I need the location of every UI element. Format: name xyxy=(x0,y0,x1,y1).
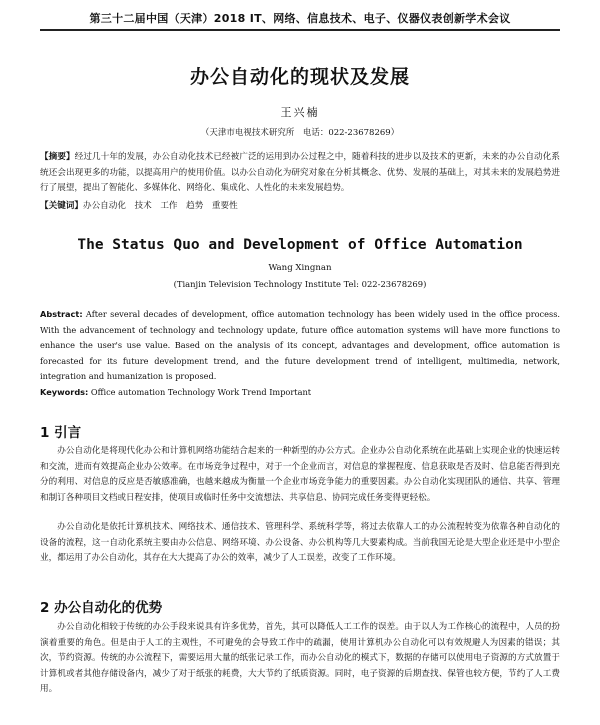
affiliation-cn: （天津市电视技术研究所 电话：022-23678269） xyxy=(200,128,400,138)
section-2-paragraph-1: 办公自动化相较于传统的办公手段来说具有许多优势，首先，其可以降低人工工作的误差。由于以人为工作核心的流程中，人员的扮演着重要的角色。但是由于人工的主观性，不可避免的会导致工作中的疏漏，使用计算机办公自动化可以有效规避人为因素的错误；其次，节约资源。传统的办公流程下，需要运用大量的纸张记录工作，而办公自动化的模式下，数据的存储可以使用电子资源的方式放置于计算机或者其他存储设备内，减少了对于纸张的耗费，大大节约了纸质资源。同时，电子资源的后期查找、保管也较方便，节约了人工费用。 xyxy=(40,622,560,694)
header-rule xyxy=(40,29,560,31)
abstract-en-label: Abstract: xyxy=(40,309,83,319)
abstract-cn-text: 经过几十年的发展，办公自动化技术已经被广泛的运用到办公过程之中，随着科技的进步以及技术的更新，未来的办公自动化系统还会出现更多的功能，以提高用户的使用价值。以办公自动化为研究对象在分析其概念、优势、发展的基础上，对其未来的发展趋势进行了展望，提出了智能化、多媒体化、网络化、集成化、人性化的未来发展趋势。 xyxy=(40,152,560,193)
paper-title-en: The Status Quo and Development of Office Automation xyxy=(77,237,523,253)
section-1-paragraph-1: 办公自动化是将现代化办公和计算机网络功能结合起来的一种新型的办公方式。企业办公自动化系统在此基础上实现企业的快速运转和交流，进而有效提高企业办公效率。在市场竞争过程中，对于一个企业而言，对信息的掌握程度、信息获取是否及时、信息能否得到充分的利用、对信息的反应是否敏感准确，也越来越成为衡量一个企业市场竞争能力的重要因素。办公自动化实现团队的通信、共享、管理和制订各种项目文档或日程安排，使项目或临时任务中交流想法、共享信息、协同完成任务变得更轻松。 xyxy=(40,446,560,503)
running-header: 第三十二届中国（天津）2018 IT、网络、信息技术、电子、仪器仪表创新学术会议 xyxy=(89,12,511,25)
section-1-paragraph-2: 办公自动化是依托计算机技术、网络技术、通信技术、管理科学、系统科学等，将过去依靠人工的办公流程转变为依靠各种自动化的设备的流程，这一自动化系统主要由办公信息、网络环境、办公设备、办公机构等几大要素构成。当前我国无论是大型企业还是中小型企业，都运用了办公自动化，其存在大大提高了办公的效率，减少了人工误差，改变了工作环境。 xyxy=(40,522,560,563)
section-2-heading: 2 办公自动化的优势 xyxy=(40,600,163,616)
keywords-en xyxy=(40,385,560,401)
abstract-cn-label: 【摘要】 xyxy=(40,152,75,162)
keywords-en-text: Office automation Technology Work Trend Important xyxy=(88,387,312,397)
paper-title-cn: 办公自动化的现状及发展 xyxy=(189,66,410,88)
abstract-en-text: After several decades of development, office automation technology has been widely used in the office process. With the advancement of technology and technology update, future office automation systems will have more functions to enhance the user's use value. Based on the analysis of its concept, advantages and development, office automation is forecasted for its future development trend, and the future development trend of intelligent, multimedia, network, integration and humanization is proposed. xyxy=(40,309,560,381)
keywords-cn-text: 办公自动化 技术 工作 趋势 重要性 xyxy=(82,201,238,211)
abstract-cn xyxy=(40,150,560,197)
section-1-heading: 1 引言 xyxy=(40,425,82,441)
author-en: Wang Xingnan xyxy=(268,263,332,273)
abstract-en xyxy=(40,307,560,385)
keywords-cn-label: 【关键词】 xyxy=(40,201,83,211)
author-cn: 王兴楠 xyxy=(280,106,320,119)
affiliation-en: (Tianjin Television Technology Institute Tel: 022-23678269) xyxy=(173,279,427,289)
keywords-cn xyxy=(40,199,560,215)
keywords-en-label: Keywords: xyxy=(40,387,89,397)
